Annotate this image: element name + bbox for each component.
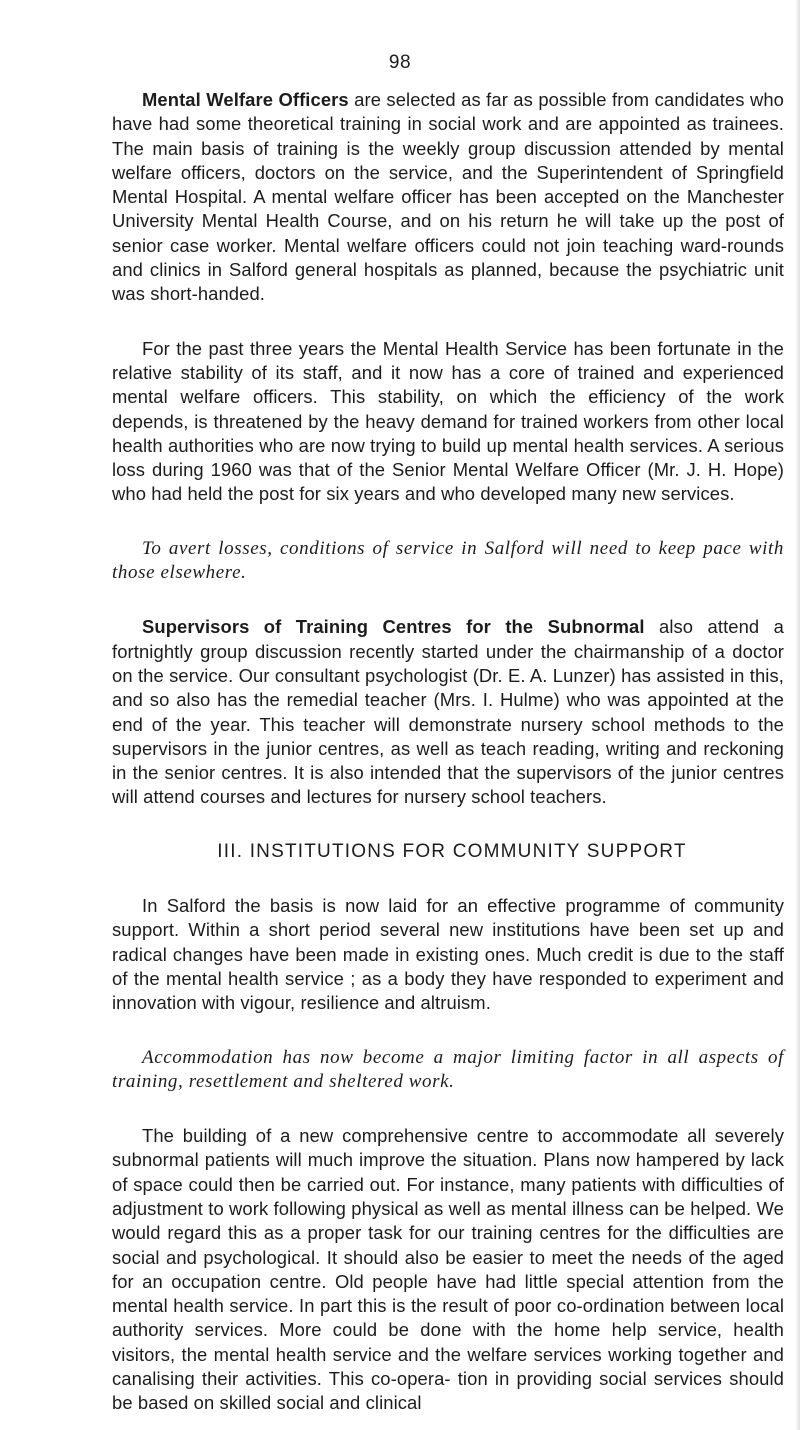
paragraph-staff-stability: For the past three years the Mental Health Service has been fortunate in the relative stability of its staff, and it now has a core of trained and experienced mental welfare officers. This stability, on which the efficiency of the work depends, is threatened by the heavy demand for trained workers from other local health authorities who are now trying to build up mental health services. A serious loss during 1960 was that of the Senior Mental Welfare Officer (Mr. J. H. Hope) who had held the post for six years and who developed many new services. [112,337,784,505]
paragraph-comprehensive-centre: The building of a new comprehensive centre to accommodate all severely subnormal patients will much improve the situation. Plans now hampered by lack of space could then be carried out. For instance, many patients with difficulties of adjustment to work following physical as well as mental illness can be helped. We would regard this as a proper task for our training centres for the difficulties are social and psychological. It should also be easier to meet the needs of the aged for an occupation centre. Old people have had little special attention from the mental health service. In part this is the result of poor co-ordination between local authority services. More could be done with the home help service, health visitors, the mental health service and the welfare services working together and canalising their activities. This co-opera- tion in providing social services should be based on skilled social and clinical [112,1125,784,1414]
paragraph-supervisors-training-centres [112,615,784,809]
page-number: 98 [388,52,412,73]
paragraph-text: also attend a fortnightly group discussion recently started under the chairmanship of a doctor on the service. Our consultant psychologist (Dr. E. A. Lunzer) has assisted in this, and so also has the remedial teacher (Mrs. I. Hulme) who was appointed at the end of the year. This teacher will demonstrate nursery school methods to the supervisors in the junior centres, as well as teach reading, writing and reckoning in the senior centres. It is also intended that the supervisors of the junior centres will attend courses and lectures for nursery school teachers. [112,616,785,808]
paragraph-mental-welfare-officers [112,88,784,307]
run-in-heading-supervisors: Supervisors of Training Centres for the Subnormal [142,616,645,638]
italic-statement-conditions-of-service: To avert losses, conditions of service in Salford will need to keep pace with those elsewhere. [112,537,784,584]
paragraph-text: are selected as far as possible from candidates who have had some theoretical training in social work and are appointed as trainees. The main basis of training is the weekly group discussion attended by mental welfare officers, doctors on the service, and the Superintendent of Springfield Mental Hospital. A mental welfare officer has been accepted on the Manchester University Mental Health Course, and on his return he will take up the post of senior case worker. Mental welfare officers could not join teaching ward-rounds and clinics in Salford general hospitals as planned, because the psychiatric unit was short-handed. [112,89,784,305]
page-edge-shadow [795,0,800,1430]
run-in-heading-mental-welfare-officers: Mental Welfare Officers [142,89,349,110]
paragraph-community-support: In Salford the basis is now laid for an effective programme of community support. Within a short period several new institutions have been set up and radical changes have been made in existing ones. Much credit is due to the staff of the mental health service ; as a body they have responded to experiment and innovation with vigour, resilience and altruism. [112,895,784,1014]
italic-statement-accommodation: Accommodation has now become a major limiting factor in all aspects of training, resettlement and sheltered work. [112,1046,784,1092]
page-body [112,88,784,1430]
section-heading-institutions: III. INSTITUTIONS FOR COMMUNITY SUPPORT [217,840,687,862]
